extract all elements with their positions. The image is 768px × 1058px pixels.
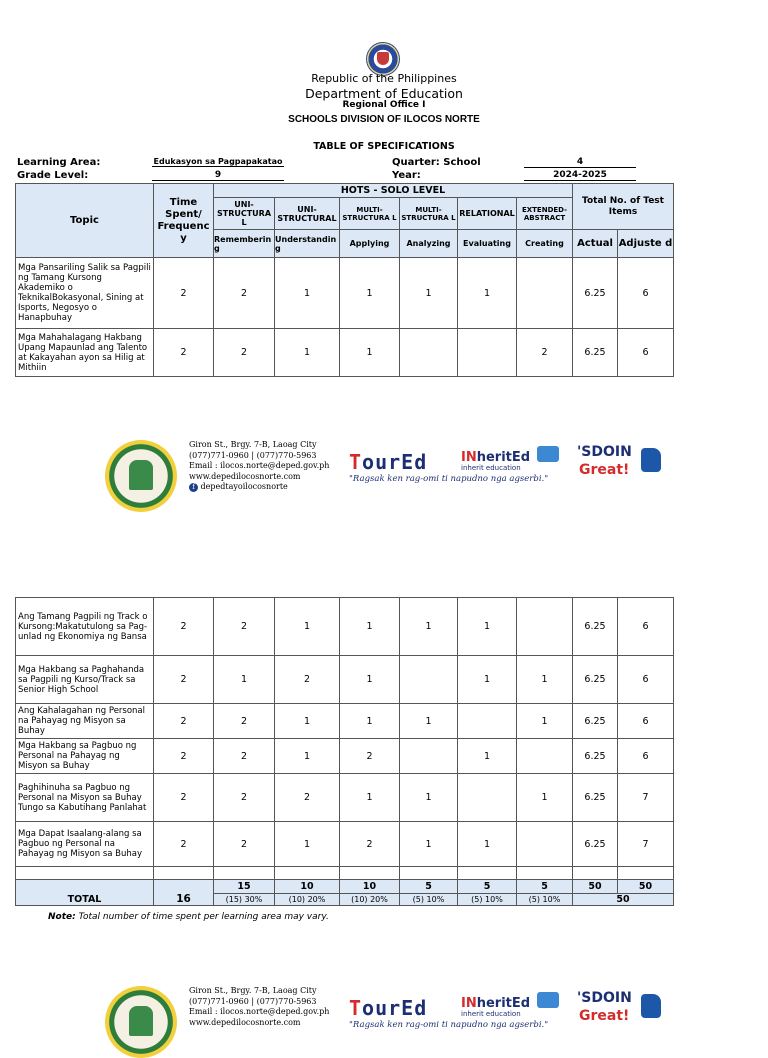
- footer-web: www.depedilocosnorte.com: [189, 1017, 301, 1027]
- item-count-cell: 1: [458, 258, 517, 329]
- adjusted-cell: 6: [618, 258, 674, 329]
- item-count-cell: 2: [340, 822, 400, 867]
- thumbs-up-icon: [641, 994, 661, 1018]
- footer-contact: [189, 986, 329, 1028]
- footer-address: Giron St., Brgy. 7-B, Laoag City: [189, 440, 317, 449]
- adjusted-cell: 6: [618, 704, 674, 739]
- actual-cell: 6.25: [573, 704, 618, 739]
- total-count: 5: [400, 880, 458, 894]
- time-spent-header: Time Spent/ Frequenc y: [154, 184, 214, 258]
- item-count-cell: [517, 598, 573, 656]
- item-count-cell: 1: [340, 329, 400, 377]
- learning-area-label: Learning Area:: [17, 157, 101, 168]
- hots-header: HOTS - SOLO LEVEL: [214, 184, 573, 198]
- item-count-cell: [517, 739, 573, 774]
- toured-logo: TourEd: [349, 996, 428, 1020]
- total-count: 5: [517, 880, 573, 894]
- item-count-cell: 1: [517, 774, 573, 822]
- item-count-cell: 1: [400, 822, 458, 867]
- footer-phone: (077)771-0960 | (077)770-5963: [189, 996, 317, 1006]
- table-row: [16, 258, 674, 329]
- table-row: [16, 704, 674, 739]
- total-pct: (15) 30%: [214, 894, 275, 906]
- item-count-cell: 1: [340, 774, 400, 822]
- item-count-cell: 1: [458, 656, 517, 704]
- item-count-cell: 1: [400, 258, 458, 329]
- adjusted-cell: 6: [618, 598, 674, 656]
- actual-cell: 6.25: [573, 739, 618, 774]
- adjusted-cell: 6: [618, 329, 674, 377]
- item-count-cell: 2: [214, 774, 275, 822]
- department-line: Department of Education: [305, 86, 463, 101]
- item-count-cell: 1: [275, 822, 340, 867]
- total-pct: (10) 20%: [275, 894, 340, 906]
- solo-header: MULTI-STRUCTURA L: [340, 198, 400, 230]
- adjusted-cell: 6: [618, 739, 674, 774]
- total-pct: (10) 20%: [340, 894, 400, 906]
- item-count-cell: 1: [275, 598, 340, 656]
- sdoin-logo: 'SDOIN: [577, 444, 632, 460]
- actual-cell: 6.25: [573, 822, 618, 867]
- bloom-header: Creating: [517, 230, 573, 258]
- item-count-cell: 1: [340, 704, 400, 739]
- time-cell: 2: [154, 329, 214, 377]
- total-count: 10: [340, 880, 400, 894]
- note-text: Total number of time spent per learning area may vary.: [75, 912, 329, 922]
- item-count-cell: 1: [340, 258, 400, 329]
- footer-phone: (077)771-0960 | (077)770-5963: [189, 450, 317, 460]
- item-count-cell: 2: [214, 258, 275, 329]
- item-count-cell: 1: [340, 656, 400, 704]
- footer-email: Email : ilocos.norte@deped.gov.ph: [189, 1007, 330, 1016]
- total-count: 15: [214, 880, 275, 894]
- quarter-value: 4: [524, 157, 636, 168]
- adjusted-cell: 7: [618, 822, 674, 867]
- table-row: [16, 822, 674, 867]
- deped-seal-icon: [366, 42, 400, 76]
- actual-cell: 6.25: [573, 774, 618, 822]
- book-icon: [537, 446, 559, 462]
- doc-title: TABLE OF SPECIFICATIONS: [313, 141, 455, 152]
- item-count-cell: 1: [458, 822, 517, 867]
- great-logo: Great!: [579, 462, 630, 478]
- footer-fb: depedtayoilocosnorte: [200, 482, 288, 491]
- footer-banner-2: [105, 986, 665, 1030]
- republic-line: Republic of the Philippines: [311, 72, 457, 85]
- item-count-cell: [458, 329, 517, 377]
- item-count-cell: [458, 774, 517, 822]
- table-row: [16, 774, 674, 822]
- inherited-sub: inherit education: [461, 464, 521, 472]
- division-logo-icon: [105, 440, 177, 512]
- regional-line: Regional Office I: [342, 100, 426, 110]
- year-value: 2024-2025: [524, 170, 636, 181]
- inherited-logo: INheritEd: [461, 996, 531, 1011]
- total-items-header: Total No. of Test Items: [573, 184, 674, 230]
- note: [48, 912, 329, 922]
- book-icon: [537, 992, 559, 1008]
- table-row: [16, 739, 674, 774]
- sdoin-logo: 'SDOIN: [577, 990, 632, 1006]
- item-count-cell: 1: [458, 739, 517, 774]
- table-row: [16, 329, 674, 377]
- time-cell: 2: [154, 822, 214, 867]
- total-label: TOTAL: [16, 880, 154, 906]
- adjusted-cell: 6: [618, 656, 674, 704]
- table-row: [16, 656, 674, 704]
- bloom-header: Analyzing: [400, 230, 458, 258]
- solo-header: RELATIONAL: [458, 198, 517, 230]
- footer-email: Email : ilocos.norte@deped.gov.ph: [189, 461, 330, 470]
- bloom-header: Rememberin g: [214, 230, 275, 258]
- division-logo-icon: [105, 986, 177, 1058]
- item-count-cell: [400, 739, 458, 774]
- topic-cell: Ang Tamang Pagpili ng Track o Kursong:Makatutulong sa Pag-unlad ng Ekonomiya ng Bansa: [16, 598, 154, 656]
- topic-header: Topic: [16, 184, 154, 258]
- item-count-cell: 1: [275, 329, 340, 377]
- total-counts-row: [16, 880, 674, 894]
- grade-level-label: Grade Level:: [17, 170, 89, 181]
- footer-web: www.depedilocosnorte.com: [189, 471, 301, 481]
- slogan: "Ragsak ken rag-omi ti napudno nga agserbi.": [349, 1020, 549, 1030]
- total-adjusted: 50: [618, 880, 674, 894]
- total-count: 10: [275, 880, 340, 894]
- table-row: [16, 598, 674, 656]
- item-count-cell: 1: [400, 704, 458, 739]
- facebook-icon: f: [189, 483, 198, 492]
- actual-cell: 6.25: [573, 598, 618, 656]
- item-count-cell: 2: [214, 822, 275, 867]
- topic-cell: Paghihinuha sa Pagbuo ng Personal na Misyon sa Buhay Tungo sa Kabutihang Panlahat: [16, 774, 154, 822]
- item-count-cell: [517, 822, 573, 867]
- slogan: "Ragsak ken rag-omi ti napudno nga agserbi.": [349, 474, 549, 484]
- note-label: Note:: [48, 912, 76, 922]
- total-count: 5: [458, 880, 517, 894]
- topic-cell: Ang Kahalagahan ng Personal na Pahayag ng Misyon sa Buhay: [16, 704, 154, 739]
- bloom-header: Understandin g: [275, 230, 340, 258]
- time-cell: 2: [154, 704, 214, 739]
- topic-cell: Mga Dapat Isaalang-alang sa Pagbuo ng Personal na Pahayag ng Misyon sa Buhay: [16, 822, 154, 867]
- total-pct: (5) 10%: [458, 894, 517, 906]
- actual-cell: 6.25: [573, 329, 618, 377]
- item-count-cell: 1: [458, 598, 517, 656]
- time-cell: 2: [154, 656, 214, 704]
- item-count-cell: [458, 704, 517, 739]
- item-count-cell: 1: [214, 656, 275, 704]
- item-count-cell: 2: [214, 598, 275, 656]
- time-cell: 2: [154, 774, 214, 822]
- bloom-header: Evaluating: [458, 230, 517, 258]
- inherited-logo: INheritEd: [461, 450, 531, 465]
- quarter-label: Quarter: School: [392, 157, 481, 168]
- footer-contact: [189, 440, 329, 493]
- footer-banner: [105, 440, 665, 520]
- solo-header: EXTENDED-ABSTRACT: [517, 198, 573, 230]
- great-logo: Great!: [579, 1008, 630, 1024]
- bloom-header: Applying: [340, 230, 400, 258]
- spec-table-page2: [15, 597, 674, 906]
- item-count-cell: 2: [340, 739, 400, 774]
- item-count-cell: 1: [275, 258, 340, 329]
- solo-header: MULTI-STRUCTURA L: [400, 198, 458, 230]
- item-count-cell: 1: [517, 704, 573, 739]
- item-count-cell: 2: [214, 739, 275, 774]
- item-count-cell: 1: [400, 774, 458, 822]
- topic-cell: Mga Mahahalagang Hakbang Upang Mapaunlad ang Talento at Kakayahan ayon sa Hilig at Mithiin: [16, 329, 154, 377]
- solo-header: UNI-STRUCTURAL: [275, 198, 340, 230]
- item-count-cell: 1: [275, 739, 340, 774]
- grand-total: 50: [573, 894, 674, 906]
- learning-area-value: Edukasyon sa Pagpapakatao: [153, 157, 283, 166]
- item-count-cell: 2: [275, 774, 340, 822]
- item-count-cell: [400, 656, 458, 704]
- item-count-cell: 1: [275, 704, 340, 739]
- item-count-cell: 2: [214, 704, 275, 739]
- item-count-cell: 2: [214, 329, 275, 377]
- topic-cell: Mga Hakbang sa Paghahanda sa Pagpili ng Kurso/Track sa Senior High School: [16, 656, 154, 704]
- blank-row: [16, 867, 674, 880]
- item-count-cell: 1: [400, 598, 458, 656]
- actual-cell: 6.25: [573, 258, 618, 329]
- actual-cell: 6.25: [573, 656, 618, 704]
- topic-cell: Mga Hakbang sa Pagbuo ng Personal na Pahayag ng Misyon sa Buhay: [16, 739, 154, 774]
- total-actual: 50: [573, 880, 618, 894]
- total-time: 16: [154, 880, 214, 906]
- item-count-cell: [517, 258, 573, 329]
- footer-address: Giron St., Brgy. 7-B, Laoag City: [189, 986, 317, 995]
- spec-table-page1: [15, 183, 674, 377]
- item-count-cell: 1: [340, 598, 400, 656]
- topic-cell: Mga Pansariling Salik sa Pagpili ng Tamang Kursong Akademiko o TeknikalBokasyonal, Sining at Isports, Negosyo o Hanapbuhay: [16, 258, 154, 329]
- item-count-cell: 2: [517, 329, 573, 377]
- time-cell: 2: [154, 258, 214, 329]
- inherited-sub: inherit education: [461, 1010, 521, 1018]
- adjusted-header: Adjuste d: [618, 230, 674, 258]
- item-count-cell: [400, 329, 458, 377]
- actual-header: Actual: [573, 230, 618, 258]
- item-count-cell: 1: [517, 656, 573, 704]
- total-pct: (5) 10%: [517, 894, 573, 906]
- time-cell: 2: [154, 598, 214, 656]
- thumbs-up-icon: [641, 448, 661, 472]
- solo-header: UNI-STRUCTURA L: [214, 198, 275, 230]
- item-count-cell: 2: [275, 656, 340, 704]
- time-cell: 2: [154, 739, 214, 774]
- year-label: Year:: [392, 170, 421, 181]
- division-line: SCHOOLS DIVISION OF ILOCOS NORTE: [288, 114, 480, 125]
- grade-level-value: 9: [152, 170, 284, 181]
- adjusted-cell: 7: [618, 774, 674, 822]
- total-pct: (5) 10%: [400, 894, 458, 906]
- toured-logo: TourEd: [349, 450, 428, 474]
